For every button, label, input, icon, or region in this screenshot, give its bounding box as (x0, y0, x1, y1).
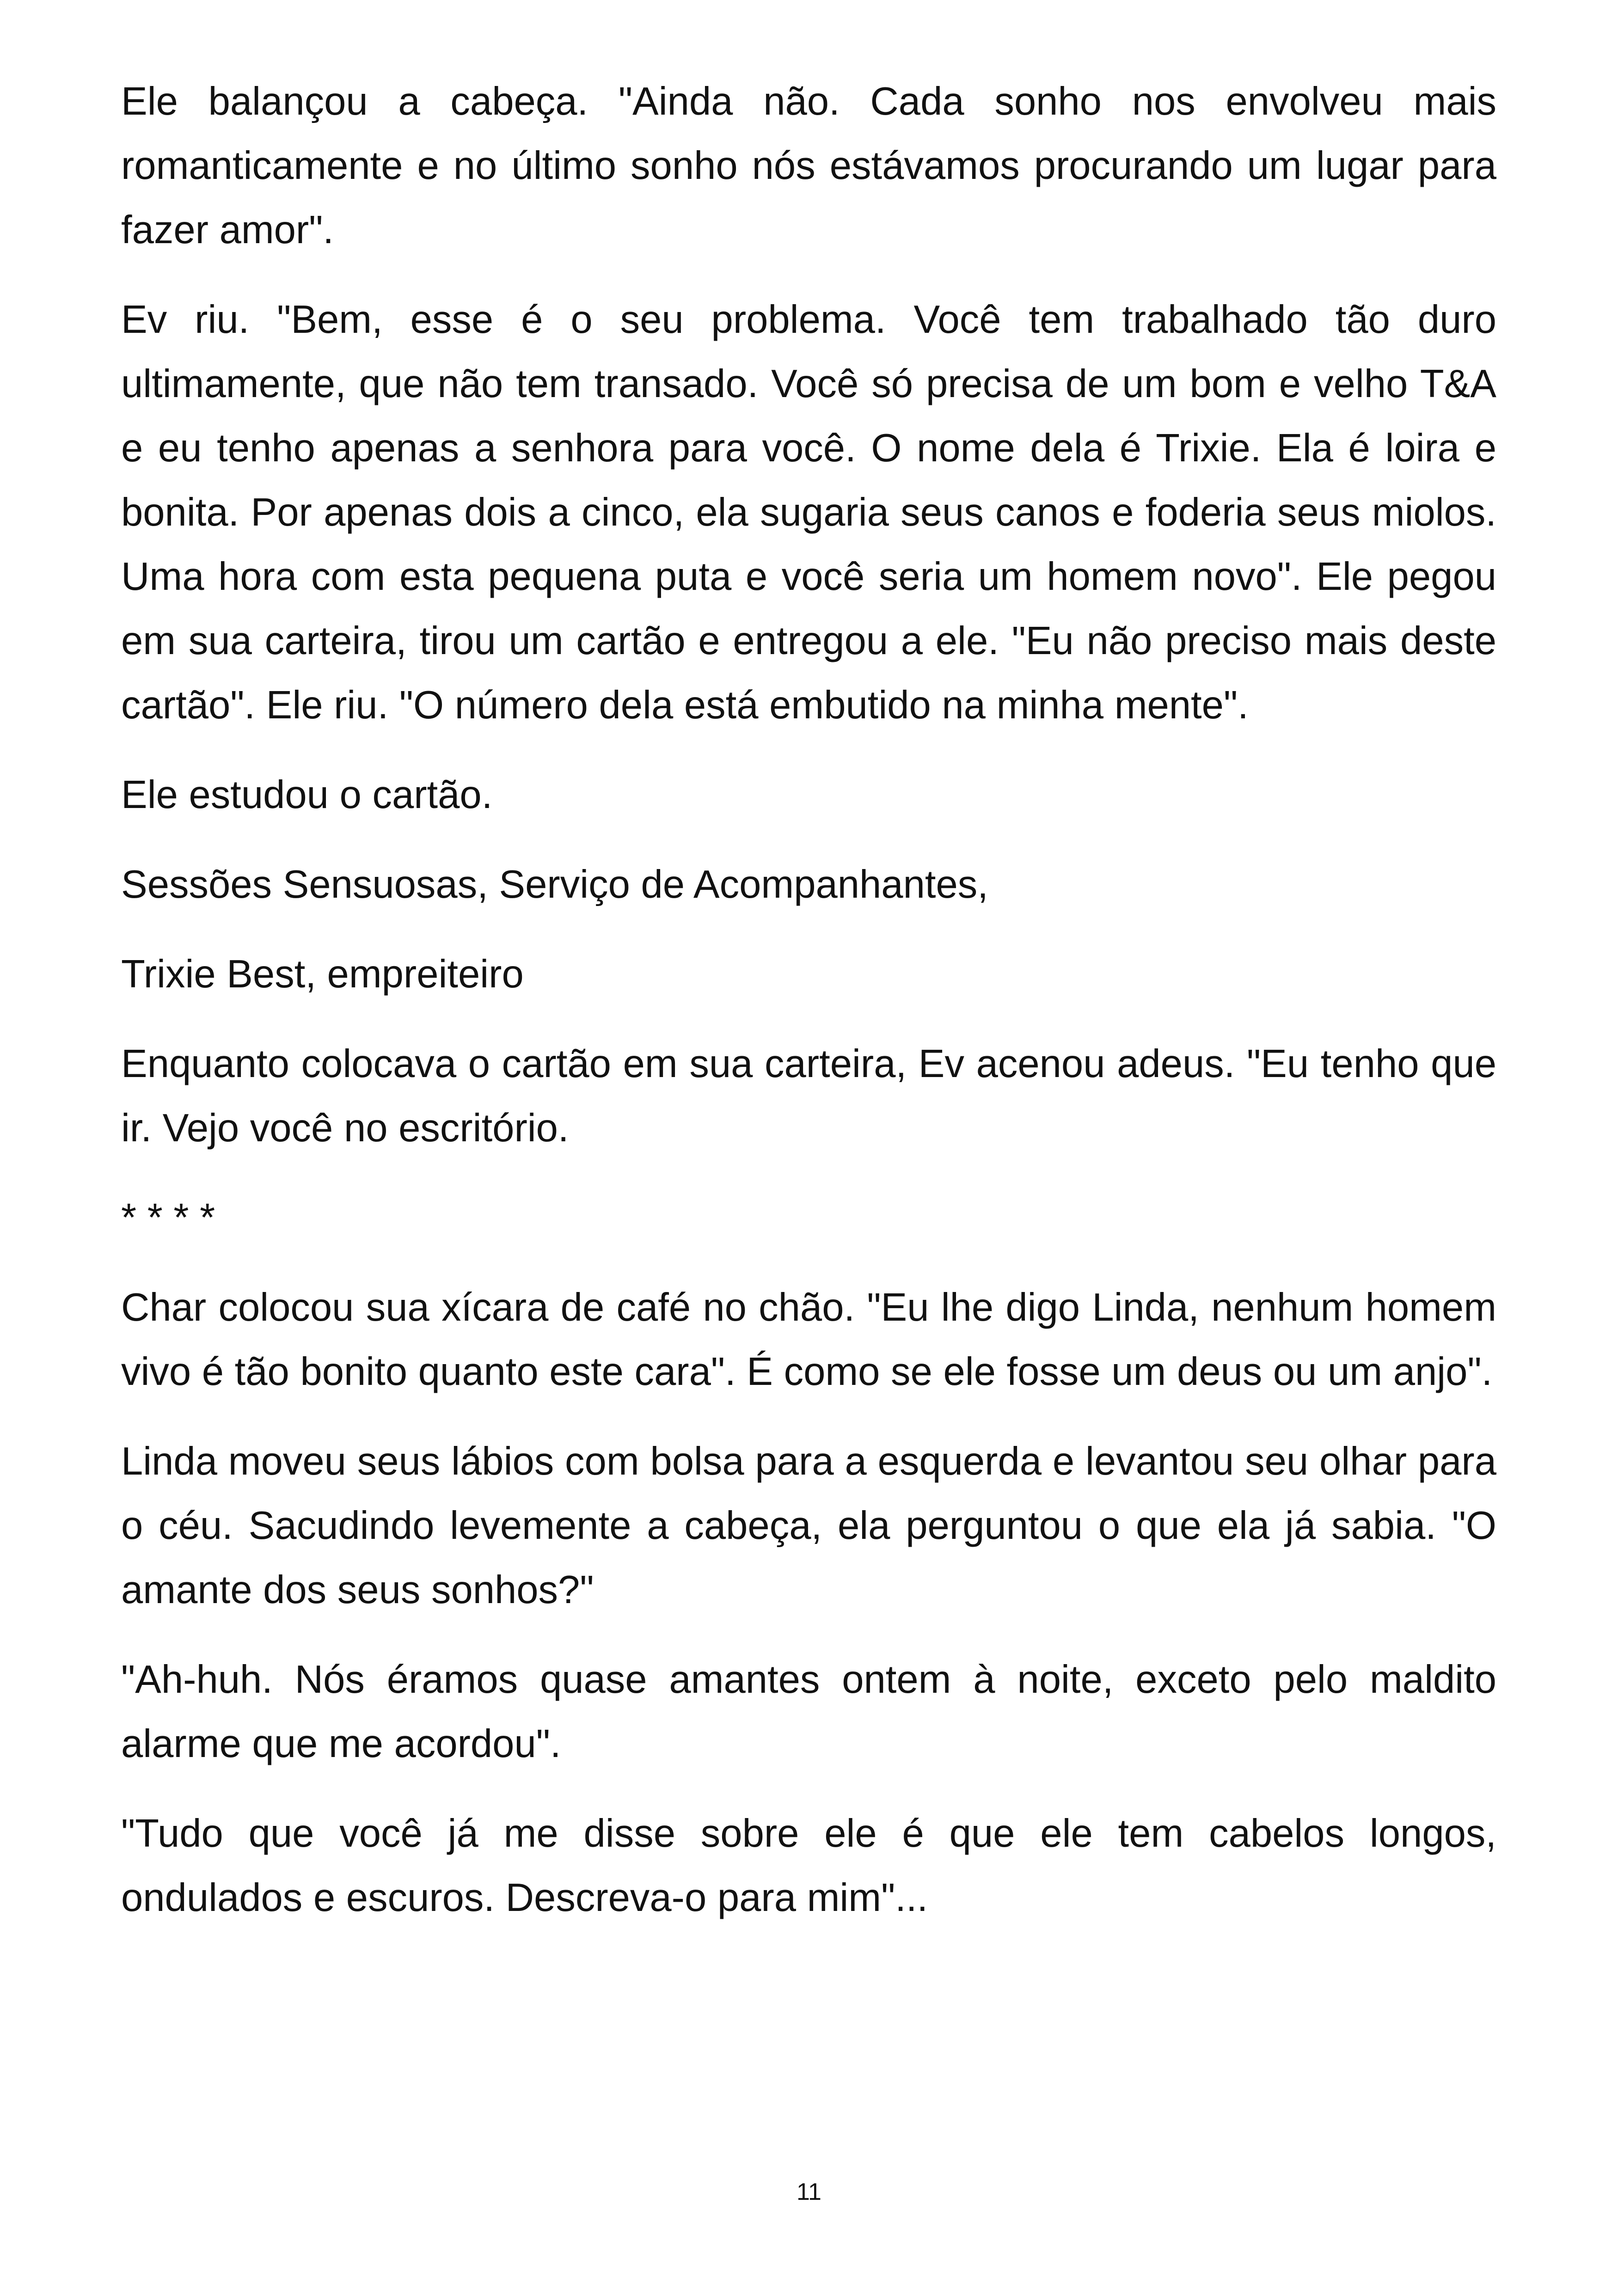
paragraph: Ele balançou a cabeça. "Ainda não. Cada sonho nos envolveu mais romanticamente e no último sonho nós estávamos procurando um lugar para fazer amor". (121, 80, 1496, 252)
paragraph: Sessões Sensuosas, Serviço de Acompanhantes, (121, 863, 988, 906)
paragraph: Char colocou sua xícara de café no chão. "Eu lhe digo Linda, nenhum homem vivo é tão bonito quanto este cara". É como se ele fosse um deus ou um anjo". (121, 1286, 1496, 1394)
paragraph: Ele estudou o cartão. (121, 773, 493, 817)
paragraph: Trixie Best, empreiteiro (121, 952, 524, 996)
scene-break: * * * * (121, 1196, 215, 1240)
paragraph: Ev riu. "Bem, esse é o seu problema. Você tem trabalhado tão duro ultimamente, que não tem transado. Você só precisa de um bom e velho T&A e eu tenho apenas a senhora para você. O nome dela é Trixie. Ela é loira e bonita. Por apenas dois a cinco, ela sugaria seus canos e foderia seus miolos. Uma hora com esta pequena puta e você seria um homem novo". Ele pegou em sua carteira, tirou um cartão e entregou a ele. "Eu não preciso mais deste cartão". Ele riu. "O número dela está embutido na minha mente". (121, 298, 1496, 727)
document-body (121, 69, 1496, 1955)
paragraph: "Ah-huh. Nós éramos quase amantes ontem à noite, exceto pelo maldito alarme que me acordou". (121, 1658, 1496, 1766)
paragraph: "Tudo que você já me disse sobre ele é que ele tem cabelos longos, ondulados e escuros. Descreva-o para mim"... (121, 1812, 1496, 1920)
paragraph: Enquanto colocava o cartão em sua carteira, Ev acenou adeus. "Eu tenho que ir. Vejo você no escritório. (121, 1042, 1496, 1150)
paragraph: Linda moveu seus lábios com bolsa para a esquerda e levantou seu olhar para o céu. Sacudindo levemente a cabeça, ela perguntou o que ela já sabia. "O amante dos seus sonhos?" (121, 1439, 1496, 1612)
page-number: 11 (797, 2179, 821, 2205)
